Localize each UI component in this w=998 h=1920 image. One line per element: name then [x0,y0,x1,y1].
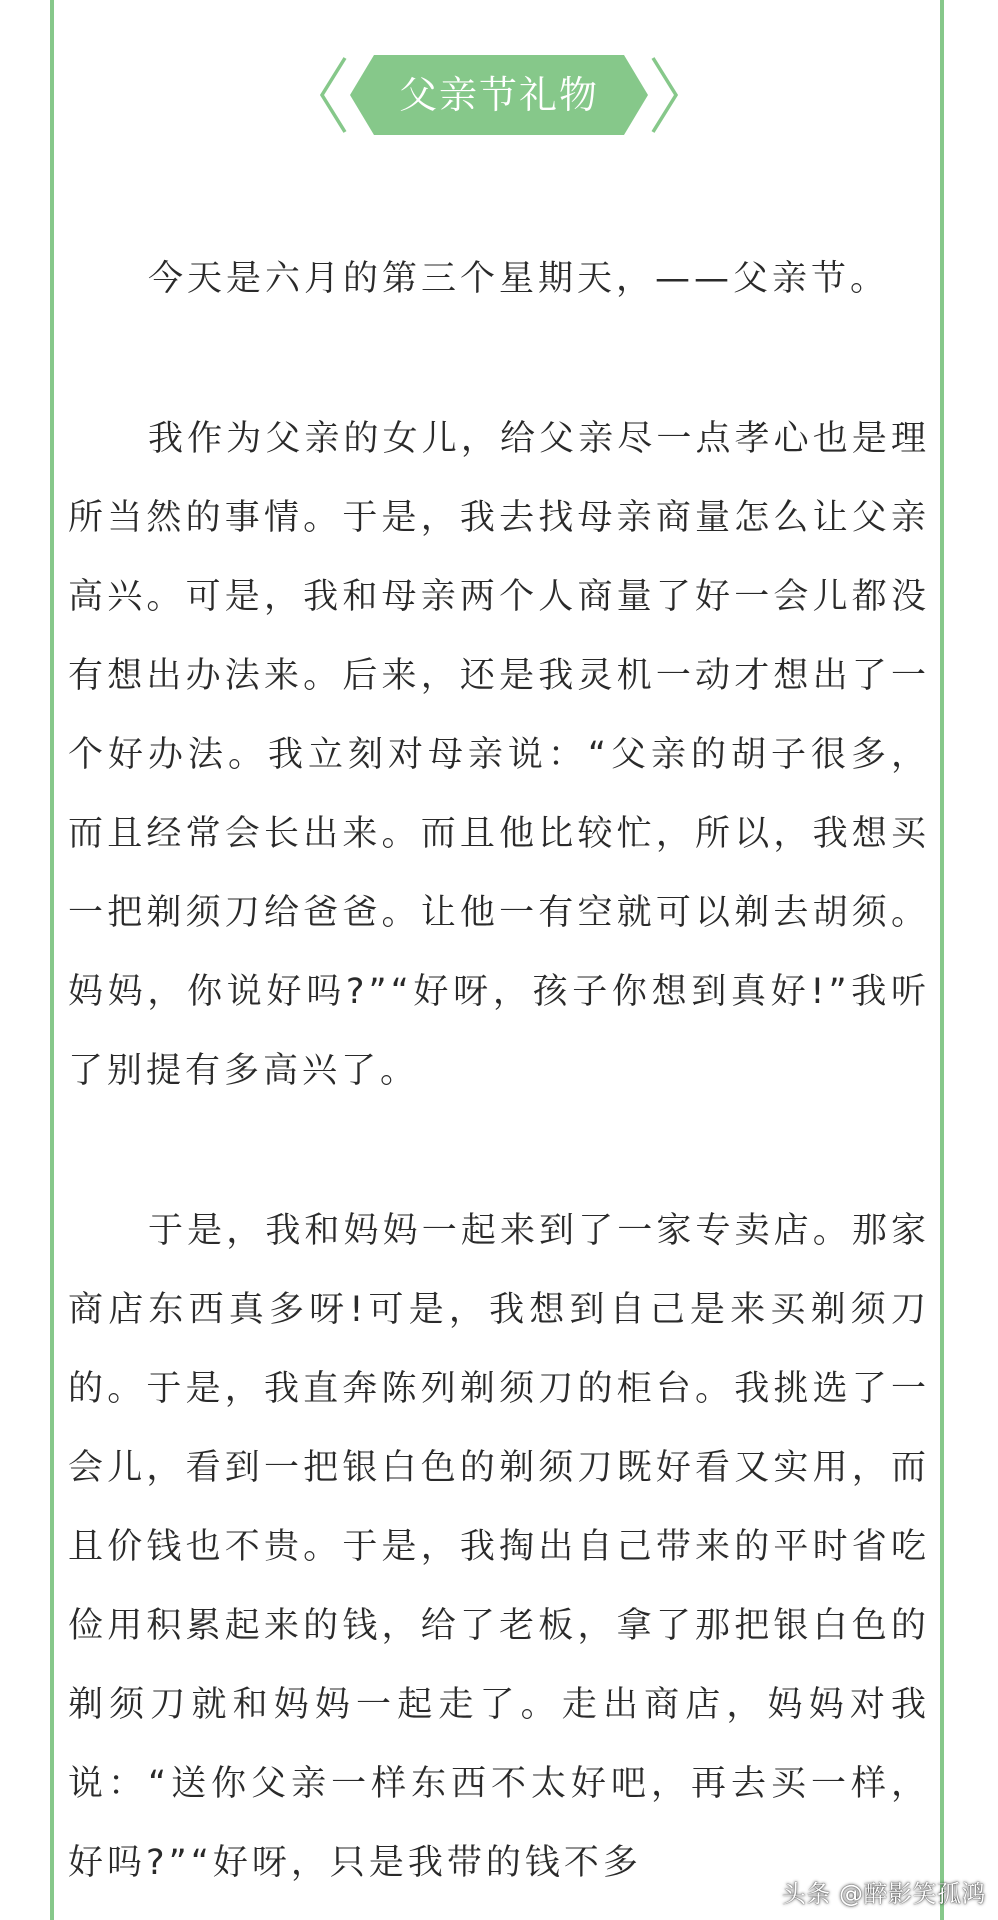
page-title: 父亲节礼物 [398,73,599,117]
watermark: 头条 @醉影笑孤鸿 [781,1880,986,1908]
paragraph-1: 今天是六月的第三个星期天，——父亲节。 [148,259,890,299]
title-banner [0,50,998,140]
paragraph-2: 我作为父亲的女儿，给父亲尽一点孝心也是理所当然的事情。于是，我去找母亲商量怎么让父亲高兴。可是，我和母亲两个人商量了好一会儿都没有想出办法来。后来，还是我灵机一动才想出了一个好办法。我立刻对母亲说：“父亲的胡子很多，而且经常会长出来。而且他比较忙，所以，我想买一把剃须刀给爸爸。让他一有空就可以剃去胡须。妈妈，你说好吗?”“好呀，孩子你想到真好!”我听了别提有多高兴了。 [68,419,930,1091]
paragraph-3: 于是，我和妈妈一起来到了一家专卖店。那家商店东西真多呀!可是，我想到自己是来买剃须刀的。于是，我直奔陈列剃须刀的柜台。我挑选了一会儿，看到一把银白色的剃须刀既好看又实用，而且价钱也不贵。于是，我掏出自己带来的平时省吃俭用积累起来的钱，给了老板，拿了那把银白色的剃须刀就和妈妈一起走了。走出商店，妈妈对我说：“送你父亲一样东西不太好吧，再去买一样，好吗?”“好呀，只是我带的钱不多 [68,1211,930,1883]
